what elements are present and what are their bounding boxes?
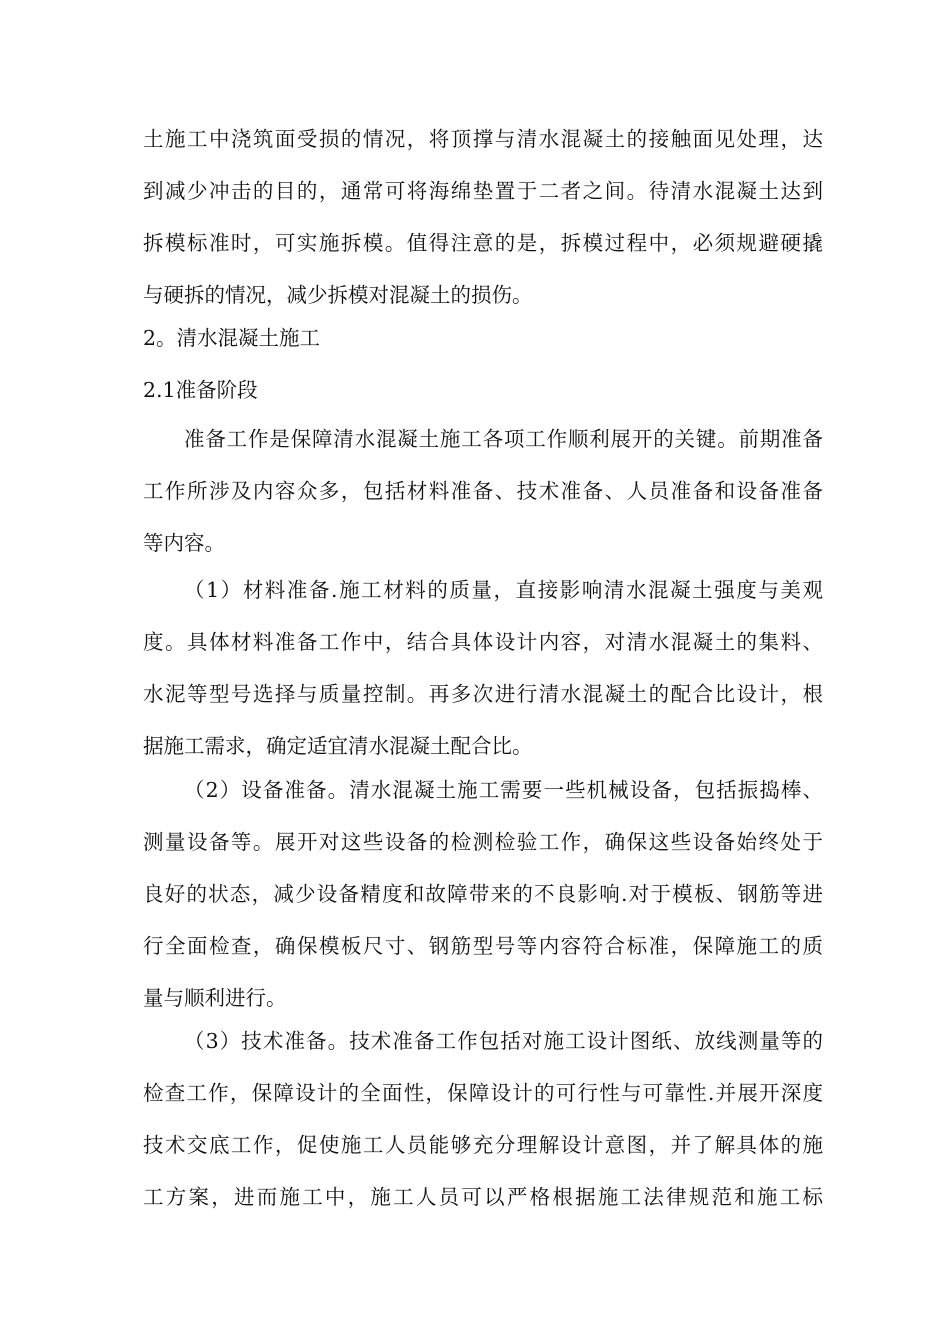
paragraph-preparation-intro [143, 413, 823, 569]
text-line: 水泥等型号选择与质量控制。再多次进行清水混凝土的配合比设计，根 [143, 682, 823, 706]
text-line: 测量设备等。展开对这些设备的检测检验工作，确保这些设备始终处于 [143, 830, 823, 854]
text-line: 土施工中浇筑面受损的情况，将顶撑与清水混凝土的接触面见处理，达 [143, 127, 823, 151]
text-line: 拆模标准时，可实施拆模。值得注意的是，拆模过程中，必须规避硬撬 [143, 231, 823, 255]
text-line: 量与顺利进行。 [143, 986, 287, 1010]
text-line: 技术交底工作，促使施工人员能够充分理解设计意图，并了解具体的施 [143, 1133, 823, 1157]
text-line: 良好的状态，减少设备精度和故障带来的不良影响.对于模板、钢筋等进 [143, 882, 823, 906]
paragraph-demolding-continuation [143, 113, 823, 321]
text-line: （3）技术准备。技术准备工作包括对施工设计图纸、放线测量等的 [184, 1029, 823, 1053]
text-line: 与硬拆的情况，减少拆模对混凝土的损伤。 [143, 283, 533, 307]
paragraph-technical-preparation [143, 1015, 823, 1223]
section-heading-text: 2。清水混凝土施工 [143, 326, 321, 350]
paragraph-equipment-preparation [143, 764, 823, 1024]
text-line: 等内容。 [143, 531, 225, 555]
text-line: 工方案，进而施工中，施工人员可以严格根据施工法律规范和施工标 [143, 1185, 823, 1209]
text-line: 到减少冲击的目的，通常可将海绵垫置于二者之间。待清水混凝土达到 [143, 179, 823, 203]
subsection-heading-text: 2.1准备阶段 [143, 378, 258, 402]
text-line: （1）材料准备.施工材料的质量，直接影响清水混凝土强度与美观 [184, 578, 823, 602]
section-heading [143, 312, 823, 364]
text-line: （2）设备准备。清水混凝土施工需要一些机械设备，包括振捣棒、 [184, 778, 823, 802]
text-line: 准备工作是保障清水混凝土施工各项工作顺利展开的关键。前期准备 [184, 427, 823, 451]
paragraph-material-preparation [143, 564, 823, 772]
text-line: 行全面检查，确保模板尺寸、钢筋型号等内容符合标准，保障施工的质 [143, 934, 823, 958]
text-line: 工作所涉及内容众多，包括材料准备、技术准备、人员准备和设备准备 [143, 479, 823, 503]
subsection-heading [143, 364, 823, 416]
text-line: 据施工需求，确定适宜清水混凝土配合比。 [143, 734, 533, 758]
text-line: 检查工作，保障设计的全面性，保障设计的可行性与可靠性.并展开深度 [143, 1081, 823, 1105]
text-line: 度。具体材料准备工作中，结合具体设计内容，对清水混凝土的集料、 [143, 630, 823, 654]
